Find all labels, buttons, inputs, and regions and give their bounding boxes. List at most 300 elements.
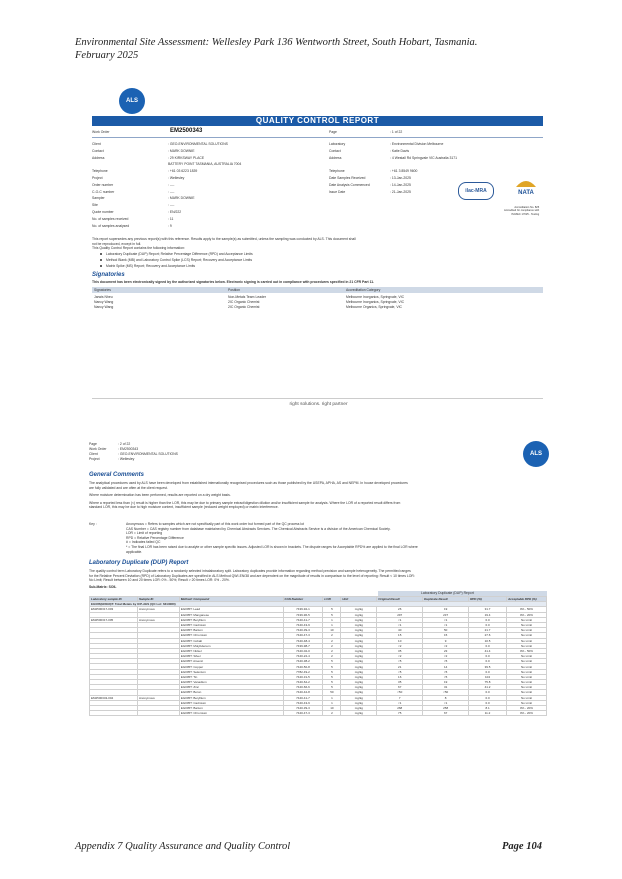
table-cell: No Limit — [506, 700, 546, 705]
signatories-header-row — [92, 287, 543, 293]
table-cell: 8 — [423, 695, 469, 700]
meta-label: Work Order — [89, 447, 107, 451]
table-cell: 5 — [323, 685, 341, 690]
table-cell: EG005T: Vanadium — [179, 680, 283, 685]
ilac-mra-logo: ilac-MRA — [458, 182, 494, 200]
tagline: right solutions. right partner — [289, 402, 348, 407]
table-cell: EM2500317-005 — [90, 617, 138, 622]
table-cell: mg/kg — [341, 700, 377, 705]
table-header-cell: CAS Number — [283, 597, 323, 602]
lab-detail-label: Laboratory — [329, 142, 346, 146]
detail-value: : MARK DOWNIE — [168, 196, 195, 201]
table-cell: 1 — [323, 700, 341, 705]
sig-header: Accreditation Category — [346, 287, 381, 292]
table-cell: 67 — [377, 685, 423, 690]
general-line: Where moisture determination has been performed, results are reported on a dry weight basis. — [89, 493, 231, 498]
table-cell: 104 — [469, 674, 507, 679]
nata-caption-line: ISO/IEC 17025 - Testing — [511, 212, 540, 216]
table-cell: mg/kg — [341, 617, 377, 622]
sig-position: 2IC Organic Chemist — [228, 300, 260, 304]
table-cell: No Limit — [506, 674, 546, 679]
sig-name: Nancy Wang — [94, 305, 114, 309]
table-cell: 0.0 — [469, 617, 507, 622]
table-cell: No Limit — [506, 622, 546, 627]
table-cell: EG005T: Selenium — [179, 669, 283, 674]
table-cell: 8.1 — [469, 705, 507, 710]
lab-detail-label: Date Analysis Commenced — [329, 182, 370, 187]
table-cell: 7440-43-9 — [283, 622, 323, 627]
key-lines — [126, 522, 418, 554]
table-cell: mg/kg — [341, 711, 377, 716]
qc-report-page-2 — [86, 436, 551, 831]
general-comments-title: General Comments — [89, 472, 145, 478]
table-cell: 10 — [323, 705, 341, 710]
table-cell: 7440-39-3 — [283, 628, 323, 633]
lab-detail-value: : 21-Jan-2025 — [390, 189, 411, 194]
table-cell: 7440-50-8 — [283, 664, 323, 669]
nata-emblem-icon — [514, 178, 538, 188]
table-cell: mg/kg — [341, 633, 377, 638]
table-cell: 19 — [423, 680, 469, 685]
detail-label: Sampler — [92, 196, 105, 201]
detail-value: : 9 — [168, 223, 172, 228]
table-cell: EG005T: Chromium — [179, 711, 283, 716]
table-cell: EG005T: Beryllium — [179, 695, 283, 700]
lab-detail-label: Issue Date — [329, 189, 346, 194]
table-cell: 7440-38-2 — [283, 659, 323, 664]
bullet-item: Method Blank (MB) and Laboratory Control Spike (LCS) Report; Recovery and Acceptance Limits — [106, 257, 253, 262]
table-cell: 7782-49-2 — [283, 669, 323, 674]
table-cell: EG005T: Nickel — [179, 648, 283, 653]
meta-value: : 2 of 22 — [118, 442, 131, 446]
lab-detail-value: : +61 3 8549 9600 — [390, 169, 418, 174]
general-comments-text — [89, 481, 408, 510]
table-cell: EG005T: Beryllium — [179, 617, 283, 622]
table-cell: 2 — [323, 638, 341, 643]
table-cell: Anonymous — [137, 607, 179, 612]
footer-page-number: Page 104 — [502, 841, 542, 852]
table-cell: 7440-41-7 — [283, 617, 323, 622]
lab-detail-value: : 13-Jan-2025 — [390, 176, 411, 180]
sig-header: Signatories — [94, 287, 111, 292]
table-cell: <1 — [377, 622, 423, 627]
nata-caption-line: Accreditation No. 825 — [514, 206, 540, 209]
table-cell: 0.0 — [469, 669, 507, 674]
table-cell: EG005T: Barium — [179, 705, 283, 710]
table-cell: mg/kg — [341, 695, 377, 700]
table-cell: 5 — [323, 612, 341, 617]
key-line: LOR = Limit of reporting — [126, 531, 163, 536]
table-cell: mg/kg — [341, 648, 377, 653]
table-cell: 1 — [323, 622, 341, 627]
detail-value: : EN/222 — [168, 210, 182, 214]
table-cell: 0.0 — [469, 643, 507, 648]
table-cell: No Limit — [506, 690, 546, 695]
table-cell: Anonymous — [137, 617, 179, 622]
table-header-cell: Acceptable RPD (%) — [506, 597, 546, 602]
detail-value: : ---- — [168, 182, 175, 187]
table-cell: 5 — [323, 674, 341, 679]
table-cell: 7440-62-2 — [283, 680, 323, 685]
dup-line: No Limit; Result between 10 and 20 times LOR: 0% - 50%; Result > 20 times LOR: 0% - 20%. — [89, 578, 230, 583]
signatories-title: Signatories — [92, 272, 125, 278]
sig-position: Non-Metals Team Leader — [228, 295, 267, 299]
table-cell: <5 — [423, 659, 469, 664]
sig-name: Nancy Wang — [94, 300, 114, 304]
table-cell: No Limit — [506, 654, 546, 659]
table-header-cell: Duplicate Result — [423, 597, 469, 602]
sig-category: Melbourne Organics, Springvale, VIC — [346, 305, 402, 309]
divider — [92, 137, 543, 138]
table-cell: 7439-96-5 — [283, 612, 323, 617]
intro-line: This report supersedes any previous report(s) with this reference. Results apply to the sample(s) as submitted, unless the sampling was conducted by ALS. This document shall — [92, 237, 356, 241]
table-cell: 0% - 20% — [506, 612, 546, 617]
lab-detail-label: Telephone — [329, 169, 345, 174]
table-cell: mg/kg — [341, 622, 377, 627]
table-cell: EG005T: Copper — [179, 664, 283, 669]
dup-report-text — [89, 569, 415, 583]
table-cell: 31 — [423, 685, 469, 690]
table-cell: <1 — [423, 700, 469, 705]
table-cell: 19.4 — [469, 612, 507, 617]
table-cell: mg/kg — [341, 664, 377, 669]
table-cell: 7440-47-3 — [283, 711, 323, 716]
document-header — [75, 36, 477, 62]
table-cell: mg/kg — [341, 654, 377, 659]
table-cell: <2 — [423, 654, 469, 659]
table-cell: 0% - 20% — [506, 711, 546, 716]
meta-value: : Wellesley — [118, 457, 135, 461]
table-cell: 0.0 — [469, 690, 507, 695]
detail-label: Contact — [92, 148, 104, 153]
detail-value: : MARK DOWNIE — [168, 148, 195, 153]
table-cell: 0.0 — [469, 695, 507, 700]
table-cell — [90, 711, 138, 716]
sig-position: 2IC Organic Chemist — [228, 305, 260, 309]
table-cell: <5 — [377, 669, 423, 674]
table-cell: 5 — [323, 607, 341, 612]
table-cell: EG005T: Boron — [179, 690, 283, 695]
table-cell: 14 — [423, 664, 469, 669]
detail-value: : ---- — [168, 203, 175, 208]
table-cell: EG005T: Cadmium — [179, 622, 283, 627]
table-cell: EG005T: Molybdenum — [179, 643, 283, 648]
table-cell: 7 — [377, 695, 423, 700]
detail-value: : +61 03 6223 1839 — [168, 169, 198, 174]
table-cell: EG005T: Lead — [179, 607, 283, 612]
table-cell: <5 — [423, 669, 469, 674]
signatories-note: This document has been electronically signed by the authorized signatories below. Electronic signing is carried out in compliance with procedures specified in 21 CFR Part 11. — [92, 280, 375, 284]
table-cell: EM2500343-004 — [90, 695, 138, 700]
meta-label: Project — [89, 457, 100, 461]
table-cell: <1 — [377, 700, 423, 705]
table-cell: 75.8 — [469, 680, 507, 685]
meta-value: : GEO-ENVIRONMENTAL SOLUTIONS — [118, 452, 178, 456]
key-line: RPD = Relative Percentage Difference — [126, 535, 184, 540]
table-cell: 7439-98-7 — [283, 643, 323, 648]
table-cell: 2 — [323, 648, 341, 653]
detail-label: Telephone — [92, 169, 108, 174]
meta-label: Page — [89, 442, 97, 446]
table-section-label: EG005(ED093)T: Total Metals by ICP-AES (QC Lot: 6313080) — [90, 602, 547, 607]
table-cell: 40 — [377, 628, 423, 633]
key-label: Key : — [89, 522, 97, 526]
lab-detail-value: : Katie Davis — [390, 148, 410, 153]
detail-value: : 29 KIRKSWAY PLACE — [168, 155, 205, 160]
table-cell: EG005T: Arsenic — [179, 659, 283, 664]
table-cell: 1 — [323, 695, 341, 700]
work-order-number: EM2500343 — [170, 128, 203, 134]
table-cell: 7440-42-8 — [283, 690, 323, 695]
table-row — [90, 711, 547, 716]
table-header-cell: Method: Compound — [179, 597, 283, 602]
table-cell: EG005T: Cobalt — [179, 638, 283, 643]
intro-line: This Quality Control Report contains the following information: — [92, 246, 185, 251]
table-cell: 50 — [323, 690, 341, 695]
table-cell: 10 — [377, 638, 423, 643]
table-cell: 5 — [323, 669, 341, 674]
table-cell: <50 — [423, 690, 469, 695]
table-cell: mg/kg — [341, 612, 377, 617]
table-cell: <5 — [377, 659, 423, 664]
table-cell: 23 — [423, 648, 469, 653]
footer-rule — [92, 398, 543, 399]
table-cell: 0% - 50% — [506, 648, 546, 653]
detail-label: Address — [92, 155, 105, 160]
table-cell: <2 — [423, 643, 469, 648]
detail-label: Quote number — [92, 210, 114, 214]
table-header-cell: RPD (%) — [469, 597, 507, 602]
detail-label: C-O-C number — [92, 189, 115, 194]
table-cell: 19 — [423, 607, 469, 612]
dup-table — [89, 596, 547, 716]
nata-logo — [514, 178, 538, 196]
table-cell: 21 — [377, 664, 423, 669]
table-cell: 10.5 — [469, 638, 507, 643]
nata-caption-line: Accredited for compliance with — [504, 209, 540, 213]
table-cell: No Limit — [506, 685, 546, 690]
table-cell: EG005T: Zinc — [179, 685, 283, 690]
table-cell: mg/kg — [341, 690, 377, 695]
table-cell: No Limit — [506, 669, 546, 674]
detail-label: No. of samples analysed — [92, 223, 130, 228]
table-cell: mg/kg — [341, 674, 377, 679]
table-cell: 7440-31-5 — [283, 674, 323, 679]
table-cell: EG005T: Tin — [179, 674, 283, 679]
table-cell: 35 — [377, 648, 423, 653]
table-cell: No Limit — [506, 617, 546, 622]
table-cell: 31.7 — [469, 607, 507, 612]
table-cell: No Limit — [506, 643, 546, 648]
detail-label: Project — [92, 176, 103, 180]
lab-detail-label: Address — [329, 155, 342, 160]
table-cell: 5 — [323, 680, 341, 685]
page-value: : 1 of 22 — [390, 130, 403, 134]
general-line: Where a reported less than (<) result is higher than the LOR, this may be due to primary sample extract/digestion dilution and/or insufficient sample for analysis. Where the LOR of a reported result differs from — [89, 500, 401, 505]
table-cell: No Limit — [506, 680, 546, 685]
sub-matrix: Sub-Matrix: SOIL — [89, 585, 117, 589]
nata-text: NATA — [518, 190, 534, 196]
table-cell: 0.0 — [469, 654, 507, 659]
dup-group-header: Laboratory Duplicate (DUP) Report — [421, 590, 474, 595]
table-cell: 15 — [377, 633, 423, 638]
table-cell: 27.6 — [469, 633, 507, 638]
key-line: applicable. — [126, 549, 143, 554]
table-cell: EG005T: Manganese — [179, 612, 283, 617]
table-cell: 7440-47-3 — [283, 633, 323, 638]
table-cell: mg/kg — [341, 607, 377, 612]
bullet-item: Matrix Spike (MS) Report; Recovery and Acceptance Limits — [106, 263, 196, 268]
meta-value: : EM2500343 — [118, 447, 139, 451]
table-cell: 16 — [377, 674, 423, 679]
table-cell: 0% - 20% — [506, 705, 546, 710]
table-cell: 1 — [323, 617, 341, 622]
table-cell: 5 — [323, 664, 341, 669]
table-cell: 7440-39-3 — [283, 705, 323, 710]
table-cell: 2 — [323, 654, 341, 659]
table-cell: EG005T: Cadmium — [179, 700, 283, 705]
bullet-icon — [100, 265, 102, 267]
bullet-icon — [100, 259, 102, 261]
table-cell: 7440-02-0 — [283, 648, 323, 653]
table-cell: <2 — [377, 654, 423, 659]
general-line: The analytical procedures used by ALS have been developed from established internationally recognised procedures such as those published by the USEPA, APHA, AS and NEPM. In house developed procedures — [89, 481, 408, 485]
table-cell: 7440-66-6 — [283, 685, 323, 690]
table-cell: 11.2 — [469, 711, 507, 716]
intro-line: not be reproduced, except in full. — [92, 241, 142, 246]
table-cell: No Limit — [506, 659, 546, 664]
report-banner: QUALITY CONTROL REPORT — [92, 116, 543, 126]
table-cell: 10 — [323, 628, 341, 633]
table-cell: <1 — [423, 622, 469, 627]
table-cell: No Limit — [506, 633, 546, 638]
bullet-icon — [100, 253, 102, 255]
key-line: CAS Number = CAS registry number from database maintained by Chemical Abstracts Services. The Chemical Abstracts Service is a division of the American Chemical Society. — [126, 526, 391, 531]
table-cell: EM2500317-003 — [90, 607, 138, 612]
table-cell: 297 — [377, 612, 423, 617]
table-cell: EG005T: Barium — [179, 628, 283, 633]
table-cell: 7440-48-4 — [283, 638, 323, 643]
detail-label: Client — [92, 142, 101, 146]
table-cell: EG005T: Silver — [179, 654, 283, 659]
table-header-cell: Unit — [341, 597, 377, 602]
dup-line: The quality control term Laboratory Duplicate refers to a randomly selected intralaboratory split. Laboratory duplicates provide information regarding method precision and sample heterogeneity. The permitted ranges — [89, 569, 411, 573]
table-header-cell: Laboratory sample ID — [90, 597, 138, 602]
table-cell: 75 — [377, 711, 423, 716]
qc-report-page-1 — [86, 76, 551, 416]
table-cell: 7440-22-4 — [283, 654, 323, 659]
table-cell: 2 — [323, 643, 341, 648]
table-cell: No Limit — [506, 695, 546, 700]
header-line-1: Environmental Site Assessment: Wellesley Park 136 Wentworth Street, South Hobart, Tasmania. — [75, 37, 478, 48]
als-logo: ALS — [119, 88, 145, 114]
table-cell: 7439-92-1 — [283, 607, 323, 612]
table-cell: 2 — [323, 633, 341, 638]
table-cell: 0.0 — [469, 622, 507, 627]
lab-detail-value: : Environmental Division Melbourne — [390, 142, 444, 146]
table-cell: EG005T: Chromium — [179, 633, 283, 638]
table-cell: 5 — [323, 659, 341, 664]
lab-detail-value: : 4 Westall Rd Springvale VIC Australia 3171 — [390, 155, 458, 160]
nata-caption — [504, 206, 539, 216]
table-cell: No Limit — [506, 664, 546, 669]
detail-label: No. of samples received — [92, 216, 129, 221]
table-cell: 268 — [377, 705, 423, 710]
table-cell: 41.2 — [469, 685, 507, 690]
table-cell: 258 — [423, 705, 469, 710]
detail-label: Site — [92, 203, 98, 208]
table-cell: 237 — [423, 612, 469, 617]
table-cell: 15 — [423, 633, 469, 638]
key-line: Anonymous = Refers to samples which are not specifically part of this work order but formed part of the QC process lot — [126, 522, 304, 526]
table-cell: mg/kg — [341, 638, 377, 643]
table-cell: 0% - 50% — [506, 607, 546, 612]
lab-detail-label: Date Samples Received — [329, 176, 366, 180]
key-line: # = Indicates failed QC — [126, 540, 161, 545]
footer-left: Appendix 7 Quality Assurance and Quality Control — [75, 841, 291, 852]
table-cell: 0.0 — [469, 700, 507, 705]
table-cell: 7440-43-9 — [283, 700, 323, 705]
general-line: standard LOR, this may be due to high moisture content, insufficient sample (reduced weight employed) or matrix interference. — [89, 505, 279, 510]
table-cell: <1 — [423, 617, 469, 622]
table-cell: 21.7 — [469, 628, 507, 633]
table-cell: <50 — [377, 690, 423, 695]
intro-text — [92, 237, 356, 251]
als-logo: ALS — [523, 441, 549, 467]
table-cell: mg/kg — [341, 680, 377, 685]
table-cell: mg/kg — [341, 705, 377, 710]
dup-report-title: Laboratory Duplicate (DUP) Report — [89, 560, 189, 566]
table-header-cell: Original Result — [377, 597, 423, 602]
detail-label: Order number — [92, 182, 114, 187]
bullet-item: Laboratory Duplicate (DUP) Report; Relative Percentage Difference (RPD) and Acceptance Limits — [106, 251, 253, 256]
table-cell — [137, 711, 179, 716]
header-line-2: February 2025 — [75, 50, 139, 61]
sig-category: Melbourne Inorganics, Springvale, VIC — [346, 300, 405, 304]
table-cell: 2 — [323, 711, 341, 716]
table-cell: 67 — [423, 711, 469, 716]
table-cell: No Limit — [506, 638, 546, 643]
table-cell: mg/kg — [341, 659, 377, 664]
detail-value: : 11 — [168, 216, 174, 221]
key-line: * = The final LOR has been raised due to analyte or other sample specific issues. Adjusted LOR is shown in brackets. The dispute ranges for Acceptable RPD% are applied to the final LOR where — [126, 544, 418, 549]
table-cell: Anonymous — [137, 695, 179, 700]
detail-value: BATTERY POINT TASMANIA, AUSTRALIA 7004 — [168, 162, 242, 167]
table-cell: mg/kg — [341, 669, 377, 674]
table-cell: 39.5 — [469, 664, 507, 669]
table-cell: <2 — [377, 643, 423, 648]
work-order-label: Work Order — [92, 130, 110, 134]
general-line: are fully validated and are often at the client request. — [89, 485, 168, 490]
table-cell: mg/kg — [341, 628, 377, 633]
table-header-cell: LOR — [323, 597, 341, 602]
table-cell: 7440-41-7 — [283, 695, 323, 700]
table-cell: 9 — [423, 638, 469, 643]
table-header-cell: Sample ID — [137, 597, 179, 602]
detail-value: : GEO-ENVIRONMENTAL SOLUTIONS — [168, 142, 228, 146]
page-label: Page — [329, 130, 337, 134]
table-cell: 0.0 — [469, 659, 507, 664]
table-cell: mg/kg — [341, 685, 377, 690]
table-cell: mg/kg — [341, 643, 377, 648]
detail-value: : Wellesley — [168, 176, 185, 180]
table-cell: 35 — [377, 680, 423, 685]
dup-line: for the Relative Percent Deviation (RPD) of Laboratory Duplicates are specified in ALS Method QWI-EN/38 and are dependent on the magnitude of results in comparison to the level of reporting: Result < 10 times LOR: — [89, 573, 415, 578]
table-cell: <1 — [377, 617, 423, 622]
table-cell: 50 — [423, 628, 469, 633]
meta-label: Client — [89, 452, 98, 456]
table-cell: 41.4 — [469, 648, 507, 653]
